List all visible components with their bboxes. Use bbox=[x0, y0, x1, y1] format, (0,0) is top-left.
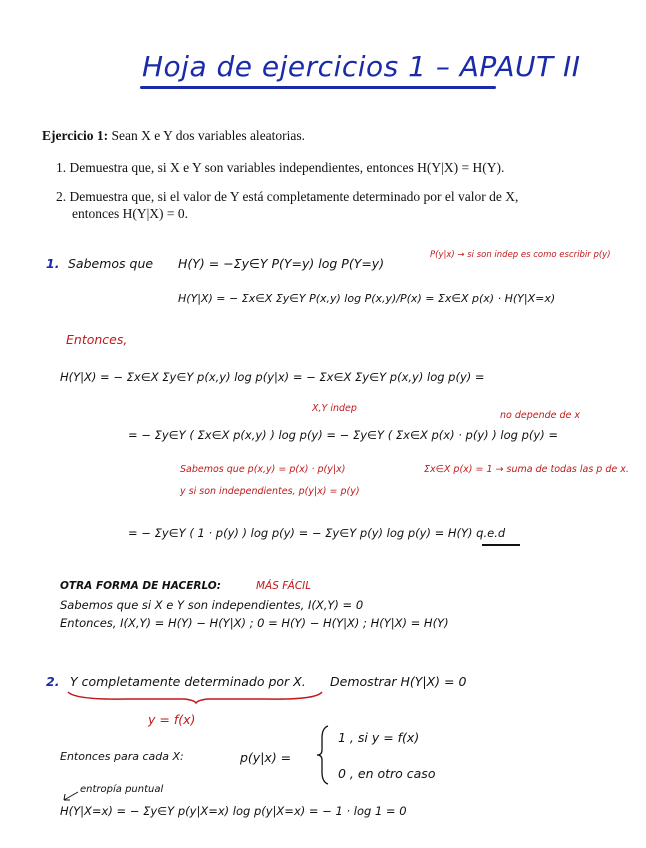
label-entropia-puntual: entropía puntual bbox=[80, 784, 164, 795]
solution-1-sabemos: Sabemos que bbox=[68, 256, 154, 271]
label-entonces-para-cada: Entonces para cada X: bbox=[60, 750, 184, 763]
solution-2-demostrar: Demostrar H(Y|X) = 0 bbox=[330, 674, 467, 689]
derivation-line-3: = − Σy∈Y ( 1 · p(y) ) log p(y) = − Σy∈Y p(y) log p(y) = H(Y) q.e.d bbox=[128, 526, 506, 540]
item-text: Demuestra que, si X e Y son variables independientes, entonces H(Y|X) = H(Y). bbox=[69, 160, 505, 175]
solution-2-statement: Y completamente determinado por X. bbox=[70, 674, 306, 689]
statement-item-1 bbox=[56, 160, 504, 176]
final-equation: H(Y|X=x) = − Σy∈Y p(y|X=x) log p(y|X=x) = − 1 · log 1 = 0 bbox=[60, 804, 407, 818]
red-underbrace bbox=[66, 690, 326, 704]
derivation-line-1: H(Y|X) = − Σx∈X Σy∈Y p(x,y) log p(y|x) = − Σx∈X Σy∈Y p(x,y) log p(y) = bbox=[60, 370, 485, 384]
label-entonces: Entonces, bbox=[66, 332, 128, 347]
result-underline bbox=[482, 544, 520, 546]
case-one: 1 , si y = f(x) bbox=[338, 730, 420, 745]
note-conditional-indep: P(y|x) → si son indep es como escribir p(y) bbox=[430, 250, 611, 260]
case-zero: 0 , en otro caso bbox=[338, 766, 436, 781]
equation-entropy-y: H(Y) = −Σy∈Y P(Y=y) log P(Y=y) bbox=[178, 256, 385, 271]
note-no-depende: no depende de x bbox=[500, 410, 581, 421]
cases-brace bbox=[316, 724, 332, 786]
label-otra-forma: OTRA FORMA DE HACERLO: bbox=[60, 580, 221, 592]
exercise-heading: Ejercicio 1: bbox=[42, 128, 109, 143]
title-underline bbox=[140, 86, 496, 89]
alternative-line-1: Sabemos que si X e Y son independientes, I(X,Y) = 0 bbox=[60, 598, 364, 612]
item-number: 1. bbox=[56, 160, 67, 175]
equation-conditional-entropy: H(Y|X) = − Σx∈X Σy∈Y P(x,y) log P(x,y)/P(x) = Σx∈X p(x) · H(Y|X=x) bbox=[178, 292, 556, 305]
exercise-intro: Sean X e Y dos variables aleatorias. bbox=[111, 128, 306, 143]
label-mas-facil: MÁS FÁCIL bbox=[256, 580, 312, 592]
solution-2-number: 2. bbox=[46, 674, 60, 689]
entropy-arrow bbox=[60, 790, 82, 802]
exercise-statement bbox=[42, 128, 305, 144]
alternative-line-2: Entonces, I(X,Y) = H(Y) − H(Y|X) ; 0 = H(Y) − H(Y|X) ; H(Y|X) = H(Y) bbox=[60, 616, 449, 630]
note-joint-probability: Sabemos que p(x,y) = p(x) · p(y|x) bbox=[180, 464, 346, 475]
note-independence: y si son independientes, p(y|x) = p(y) bbox=[180, 486, 360, 497]
solution-1-number: 1. bbox=[46, 256, 60, 271]
statement-item-2-line2: entonces H(Y|X) = 0. bbox=[72, 206, 189, 221]
item-number: 2. bbox=[56, 189, 67, 204]
derivation-line-2: = − Σy∈Y ( Σx∈X p(x,y) ) log p(y) = − Σy∈Y ( Σx∈X p(x) · p(y) ) log p(y) = bbox=[128, 428, 558, 442]
item-text-line1: Demuestra que, si el valor de Y está completamente determinado por el valor de X, bbox=[69, 189, 519, 204]
note-sum-probabilities: Σx∈X p(x) = 1 → suma de todas las p de x. bbox=[424, 464, 629, 475]
page-title: Hoja de ejercicios 1 – APAUT II bbox=[142, 50, 581, 83]
label-y-equals-fx: y = f(x) bbox=[148, 712, 196, 727]
note-xy-indep: X,Y indep bbox=[312, 403, 357, 414]
label-pyx: p(y|x) = bbox=[240, 750, 292, 765]
statement-item-2 bbox=[56, 189, 518, 205]
